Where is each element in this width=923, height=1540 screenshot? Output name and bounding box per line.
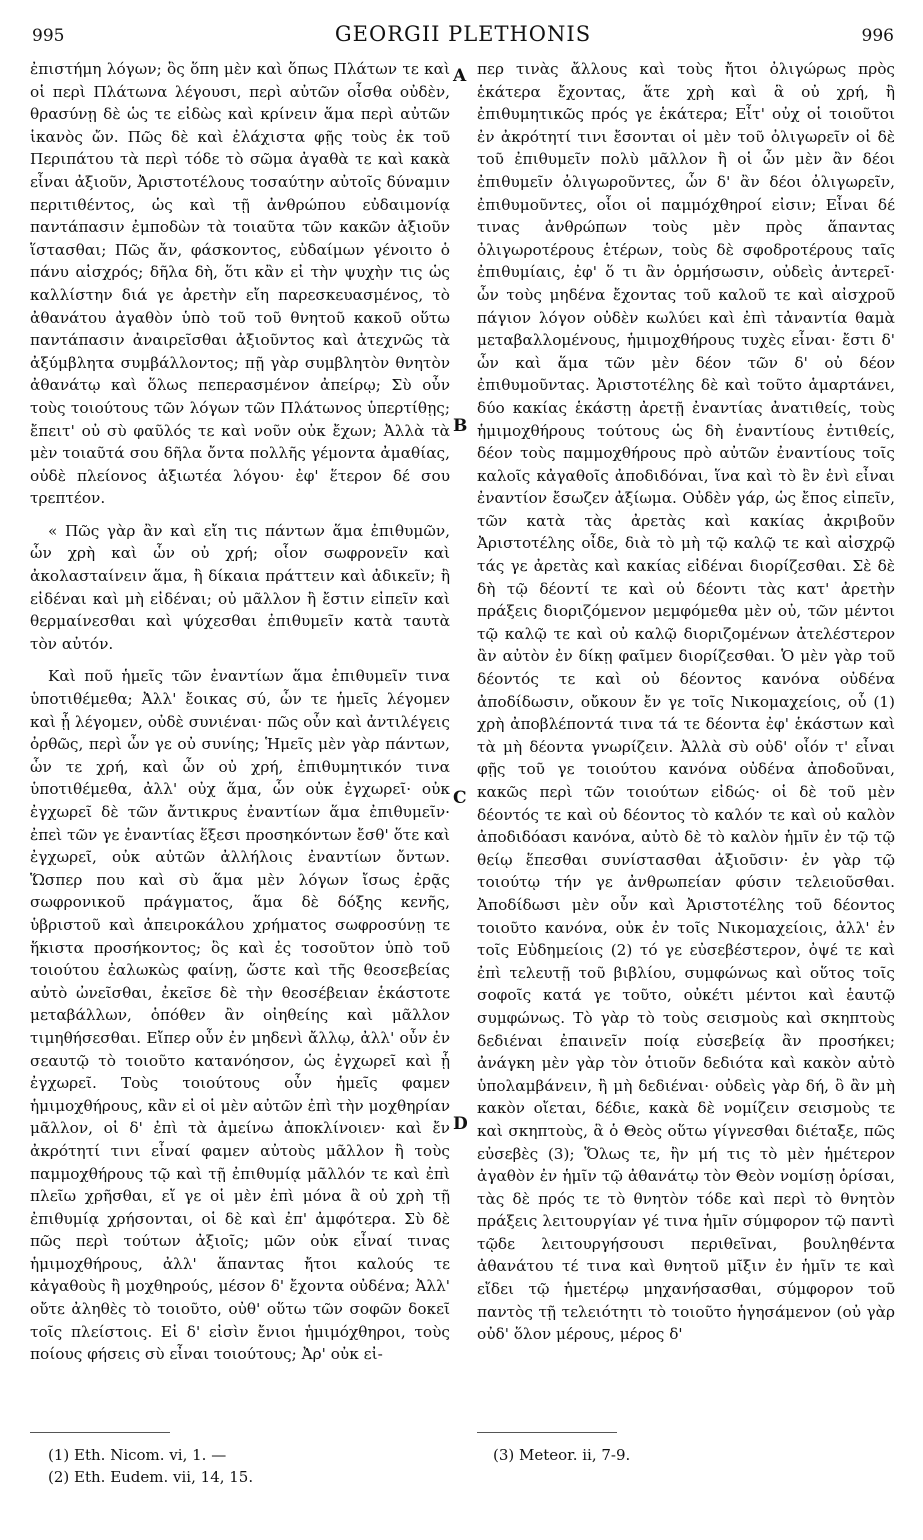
margin-letter-c: C	[453, 788, 467, 808]
left-column	[30, 58, 450, 1366]
footnote: (3) Meteor. ii, 7-9.	[493, 1446, 631, 1464]
paragraph: ἐπιστήμη λόγων; ὃς ὅπη μὲν καὶ ὅπως Πλάτων τε καὶ οἱ περὶ Πλάτωνα λέγουσι, περὶ αὐτῶν οἶσθα οὐδὲν, θρασύνῃ δὲ ὡς τε εἰδὼς καὶ κρίνειν ἅμα περὶ αὐτῶν ἱκανὸς ὤν. Πῶς δὲ καὶ ἐλάχιστα φῇς τοὺς ἐκ τοῦ Περιπάτου τὰ περὶ τόδε τὸ σῶμα ἀγαθὰ τε καὶ κακὰ εἶναι ἀξιοῦν, Ἀριστοτέλους τοσαύτην αὐτοῖς δύναμιν περιτιθέντος, ὡς καὶ τῇ ἀνθρώπου εὐδαιμονίᾳ παντάπασιν ἐμποδὼν τὰ τοιαῦτα τῶν κακῶν ἀξιοῦν ἵστασθαι; Πῶς ἄν, φάσκοντος, εὐδαίμων γένοιτο ὁ πάνυ αἰσχρός; δῆλα δὴ, ὅτι κἂν εἰ τὴν ψυχὴν τις ὡς καλλίστην διά γε ἀρετὴν εἴη παρεσκευασμένος, τὸ ἀθανάτου ἀγαθὸν ὑπὸ τοῦ τοῦ θνητοῦ κακοῦ οὕτω παντάπασιν ἀναιρεῖσθαι ἀξιοῦντος καὶ ἀτεχνῶς τὰ ἀξύμβλητα συμβάλλοντος; πῇ γὰρ συμβλητὸν θνητὸν ἀθανάτῳ καὶ ὅλως πεπερασμένον ἀπείρῳ; Σὺ οὖν τοὺς τοιούτους τῶν λόγων τῶν Πλάτωνος ὑπερτίθῃς; ἔπειτ' οὐ σὺ φαῦλός τε καὶ νοῦν οὐκ ἔχων; Ἀλλὰ τὰ μὲν τοιαῦτά σου δῆλα ὄντα πολλῆς γέμοντα ἀμαθίας, οὐδὲ πλείονος ἀξιωτέα λόγου· ἐφ' ἕτερον δέ σου τρεπτέον.	[30, 60, 450, 508]
footnote: (2) Eth. Eudem. vii, 14, 15.	[48, 1468, 254, 1486]
margin-letter-b: B	[453, 416, 468, 436]
running-title: GEORGII PLETHONIS	[334, 22, 592, 46]
footnotes-right	[493, 1444, 630, 1466]
margin-letter-d: D	[453, 1114, 468, 1134]
paragraph: « Πῶς γὰρ ἂν καὶ εἴη τις πάντων ἅμα ἐπιθυμῶν, ὧν χρὴ καὶ ὧν οὐ χρή; οἷον σωφρονεῖν καὶ ἀκολασταίνειν ἅμα, ἢ δίκαια πράττειν καὶ ἀδικεῖν; ἢ εἰδέναι καὶ μὴ εἰδέναι; οὐ μᾶλλον ἢ ἔστιν εἰπεῖν καὶ θερμαίνεσθαι καὶ ψύχεσθαι ἐπιθυμεῖν κατὰ ταυτὰ τὸν αὐτόν.	[30, 521, 450, 653]
page-number-right: 996	[861, 26, 894, 46]
page-header	[32, 20, 894, 50]
footnote-rule-left	[30, 1432, 170, 1433]
paragraph: Καὶ ποῦ ἡμεῖς τῶν ἐναντίων ἅμα ἐπιθυμεῖν τινα ὑποτιθέμεθα; Ἀλλ' ἔοικας σύ, ὧν τε ἡμεῖς λέγομεν καὶ ᾗ λέγομεν, οὐδὲ συνιέναι· πῶς οὖν καὶ ἀντιλέγεις ὀρθῶς, περὶ ὧν γε οὐ συνίης; Ἡμεῖς μὲν γὰρ πάντων, ὧν τε χρή, καὶ ὧν οὐ χρή, ἐπιθυμητικόν τινα ὑποτιθέμεθα, ἀλλ' οὐχ ἅμα, ὧν οὐκ ἐγχωρεῖ· οὐκ ἐγχωρεῖ δὲ τῶν ἄντικρυς ἐναντίων ἅμα ἐπιθυμεῖν· ἐπεὶ τῶν γε ἐναντίας ἕξεσι προσηκόντων ἔσθ' ὅτε καὶ ἐγχωρεῖ, οὐκ αὐτῶν ἀλλήλοις ἐναντίων ὄντων. Ὥσπερ που καὶ σὺ ἅμα μὲν λόγων ἴσως ἐρᾷς σωφρονικοῦ πράγματος, ἅμα δὲ δόξης κενῆς, ὑβριστοῦ καὶ ἀπειροκάλου χρήματος σωφροσύνῃ τε ἥκιστα προσήκοντος; ὃς καὶ ἐς τοσοῦτον ὑπὸ τοῦ τοιούτου ἐαλωκὼς φαίνῃ, ὥστε καὶ τῆς θεοσεβείας αὐτὸ ὠνεῖσθαι, ἐκεῖσε δὲ τὴν θεοσέβειαν ἑκάστοτε μεταβάλλων, ὁπόθεν ἂν οἰηθείης καὶ μᾶλλον τιμηθήσεσθαι. Εἴπερ οὖν ἐν μηδενὶ ἄλλῳ, ἀλλ' οὖν ἐν σεαυτῷ τὸ τοιοῦτο κατανόησον, ὡς ἐγχωρεῖ καὶ ᾗ ἐγχωρεῖ. Τοὺς τοιούτους οὖν ἡμεῖς φαμεν ἡμιμοχθήρους, κἂν εἰ οἱ μὲν αὐτῶν ἐπὶ τὴν μοχθηρίαν μᾶλλον, οἱ δ' ἐπὶ τὰ ἀμείνω ἀποκλίνοιεν· καὶ ἔν ἀκρότητί τινι εἶναί φαμεν αὐτοὺς μᾶλλον ἢ τοὺς παμμοχθήρους τῷ καὶ τῇ ἐπιθυμίᾳ μᾶλλόν τε καὶ ἐπὶ πλεῖω χρῆσθαι, εἴ γε οἱ μὲν ἐπὶ μόνα ἃ οὐ χρὴ τῇ ἐπιθυμίᾳ χρήσονται, οἱ δὲ καὶ ἐπ' ἀμφότερα. Σὺ δὲ πῶς περὶ τούτων ἀξιοῖς; μῶν οὐκ εἶναί τινας ἡμιμοχθήρους, ἀλλ' ἅπαντας ἤτοι καλούς τε κἀγαθοὺς ἢ μοχθηρούς, μέσον δ' ἔχοντα οὐδένα; Ἀλλ' οὔτε ἀληθὲς τὸ τοιοῦτο, οὐθ' οὕτω τῶν σοφῶν δοκεῖ τοῖς πλείστοις. Εἰ δ' εἰσὶν ἔνιοι ἡμιμόχθηροι, τοὺς ποίους φήσεις σὺ εἶναι τοιούτους; Ἀρ' οὐκ εἰ-	[30, 667, 450, 1364]
paragraph: περ τινὰς ἄλλους καὶ τοὺς ἤτοι ὀλιγώρως πρὸς ἑκάτερα ἔχοντας, ἅτε χρὴ καὶ ἃ οὐ χρή, ἢ ἐπιθυμητικῶς πρός γε ἑκάτερα; Εἶτ' οὐχ οἱ τοιοῦτοι ἐν ἀκρότητί τινι ἔσονται οἱ μὲν τοῦ ὀλιγωρεῖν οἱ δὲ τοῦ ἐπιθυμεῖν πολὺ μᾶλλον ἢ οἱ ὧν μὲν ἂν δέοι ἐπιθυμεῖν ὀλιγωροῦντες, ὧν δ' ἂν δέοι ὀλιγωρεῖν, ἐπιθυμοῦντες, οἷοι οἱ παμμόχθηροί εἰσιν; Εἶναι δέ τινας ἀνθρώπων τοὺς μὲν πρὸς ἅπαντας ὀλιγωροτέρους ἑτέρων, τοὺς δὲ σφοδροτέρους ταῖς ἐπιθυμίαις, ἐφ' ὅ τι ἂν ὁρμήσωσιν, οὐδεὶς ἀντερεῖ· ὧν τοὺς μηδένα ἔχοντας τοῦ καλοῦ τε καὶ αἰσχροῦ πάγιον λόγον οὐδὲν κωλύει καὶ ἐπὶ τἀναντία θαμὰ μεταβαλλομένους, ἡμιμοχθήρους τυχὲς εἶναι· ἔστι δ' ὧν καὶ ἅμα τῶν μὲν δέον τῶν δ' οὐ δέον ἐπιθυμοῦντας. Ἀριστοτέλης δὲ καὶ τοῦτο ἁμαρτάνει, δύο κακίας ἑκάστῃ ἀρετῇ ἐναντίας ἀνατιθείς, τοὺς ἡμιμοχθήρους τούτους ὡς δὴ ἐναντίους ἐντιθείς, δέον τοὺς παμμοχθήρους πρὸ αὐτῶν ἐναντίους τοῖς καλοῖς κἀγαθοῖς ἀποδιδόναι, ἵνα καὶ τὸ ἓν ἑνὶ εἶναι ἐναντίον ἔσωζεν ἀξίωμα. Οὐδὲν γάρ, ὡς ἔπος εἰπεῖν, τῶν κατὰ τὰς ἀρετὰς καὶ κακίας ἀκριβοῦν Ἀριστοτέλης οἶδε, διὰ τὸ μὴ τῷ καλῷ τε καὶ αἰσχρῷ τάς γε ἀρετὰς καὶ κακίας εἰδέναι διορίζεσθαι. Σὲ δὲ δὴ τῷ δέοντί τε καὶ οὐ δέοντι τὰς κατ' ἀρετὴν πράξεις διοριζόμενον μεμφόμεθα μὲν οὐ, τῶν μέντοι τῷ καλῷ τε καὶ οὐ καλῷ διοριζομένων ἀτελέστερον ἂν αὐτὸν ἐν δίκῃ φαῖμεν διορίζεσθαι. Ὁ μὲν γὰρ τοῦ δέοντός τε καὶ οὐ δέοντος κανόνα οὐδένα ἀποδίδωσιν, οὔκουν ἔν γε τοῖς Νικομαχείοις, οὗ (1) χρὴ ἀποβλέποντά τινα τά τε δέοντα ἐφ' ἑκάστων καὶ τὰ μὴ δέοντα γνωρίζειν. Ἀλλὰ σὺ οὐδ' οἷόν τ' εἶναι φῇς τοῦ γε τοιούτου κανόνα οὐδένα ἀποδοῦναι, κακῶς περὶ τῶν τοιούτων εἰδώς· οἱ δὲ τοῦ μὲν δέοντός τε καὶ οὐ δέοντος τὸ καλόν τε καὶ οὐ καλὸν ἀποδιδόασι κανόνα, αὐτὸ δὲ τὸ καλὸν ἡμῖν ἐν τῷ τῷ θείῳ ἕπεσθαι συνίστασθαι ἀξιοῦσιν· ἐν γὰρ τῷ τοιούτῳ τήν γε ἀνθρωπείαν φύσιν τελειοῦσθαι. Ἀποδίδωσι μὲν οὖν καὶ Ἀριστοτέλης τοῦ δέοντος τοιοῦτο κανόνα, οὐκ ἐν τοῖς Νικομαχείοις, ἀλλ' ἐν τοῖς Εὐδημείοις (2) τό γε εὐσεβέστερον, ὀψέ τε καὶ ἐπὶ τελευτῇ τοῦ βιβλίου, συμφώνως καὶ οὕτος τοῖς σοφοῖς κατά γε τοῦτο, οὐκέτι μέντοι καὶ ἑαυτῷ συμφώνως. Τὸ γὰρ τὸ τοὺς σεισμοὺς καὶ σκηπτοὺς δεδιέναι ἐπαινεῖν ποίᾳ εὐσεβείᾳ ἂν προσήκει; ἀνάγκη μὲν γὰρ τὸν ὁτιοῦν δεδιότα καὶ κακὸν αὐτὸ ὑπολαμβάνειν, ἢ μὴ δεδιέναι· οὐδεὶς γὰρ δή, ὃ ἂν μὴ κακὸν οἴεται, δέδιε, κακὰ δὲ νομίζειν σεισμοὺς τε καὶ σκηπτοὺς, ἃ ὁ Θεὸς οὕτω γίγνεσθαι διέταξε, πῶς εὐσεβὲς (3); Ὅλως τε, ἢν μή τις τὸ μὲν ἡμέτερον ἀγαθὸν ἐν ἡμῖν τῷ ἀθανάτῳ τὸν Θεὸν νομίσῃ ὁρίσαι, τὰς δὲ πρός τε τὸ θνητὸν τόδε καὶ περὶ τὸ θνητὸν πράξεις λειτουργίαν γέ τινα ἡμῖν σύμφορον τῷ παντὶ τῷδε λειτουργήσουσι περιθεῖναι, βουληθέντα ἀθανάτου τέ τινα καὶ θνητοῦ μῖξιν ἐν ἡμῖν τε καὶ εἴδει τῷ ἡμετέρῳ μηχανήσασθαι, σύμφορον τοῦ παντὸς τῇ τελειότητι τὸ τοιοῦτο ἡγησάμενον (οὐ γὰρ οὐδ' ὅλον μέρους, μέρος δ'	[477, 60, 895, 1344]
page-number-left: 995	[32, 26, 65, 46]
footnote-rule-right	[477, 1432, 617, 1433]
right-column	[477, 58, 895, 1346]
footnote: (1) Eth. Nicom. vi, 1. —	[48, 1446, 227, 1464]
footnotes-left	[48, 1444, 253, 1488]
margin-letter-a: A	[453, 66, 467, 86]
